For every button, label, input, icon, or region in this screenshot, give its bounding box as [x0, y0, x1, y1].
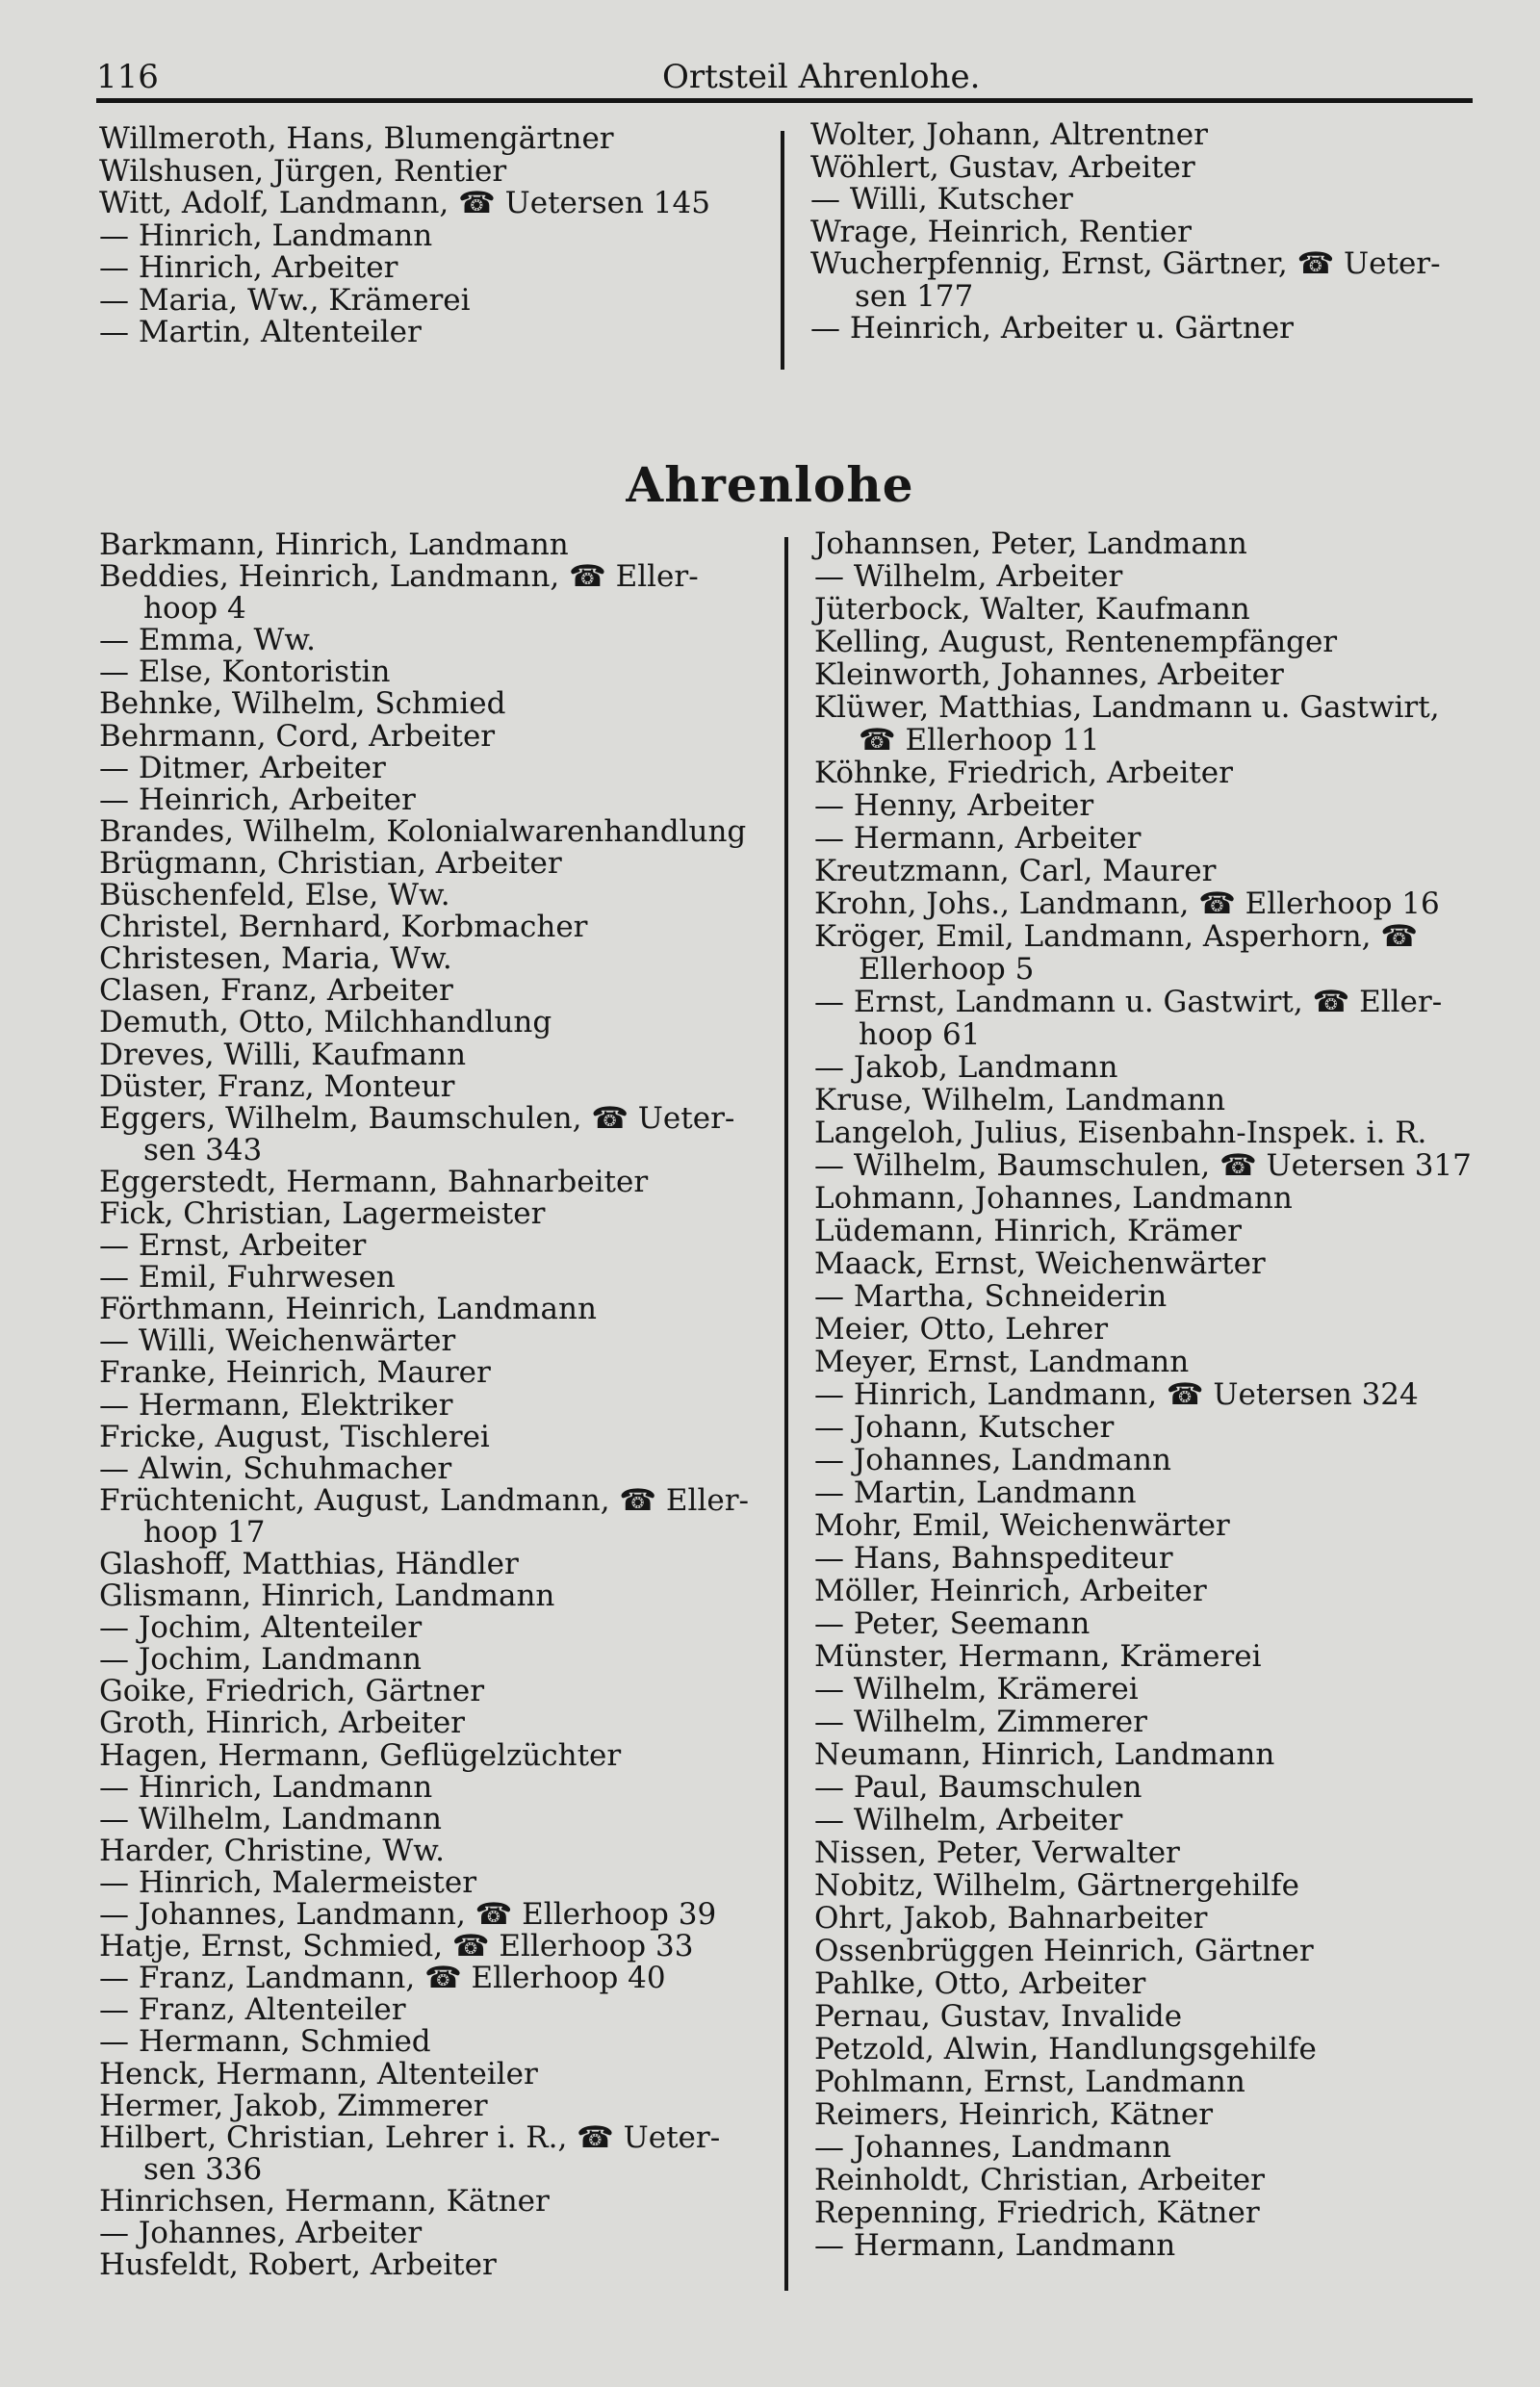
- directory-entry: Krohn, Johs., Landmann, ☎ Ellerhoop 16: [814, 886, 1440, 921]
- directory-entry: — Willi, Kutscher: [810, 182, 1073, 217]
- directory-entry: hoop 4: [143, 591, 246, 627]
- directory-entry: Nissen, Peter, Verwalter: [814, 1835, 1180, 1870]
- directory-entry: — Wilhelm, Zimmerer: [814, 1705, 1147, 1739]
- directory-entry: Ossenbrüggen Heinrich, Gärtner: [814, 1934, 1314, 1968]
- directory-entry: Eggers, Wilhelm, Baumschulen, ☎ Ueter-: [99, 1100, 735, 1136]
- directory-entry: — Franz, Landmann, ☎ Ellerhoop 40: [99, 1961, 666, 1996]
- directory-entry: Pahlke, Otto, Arbeiter: [814, 1966, 1146, 2001]
- directory-entry: Kleinworth, Johannes, Arbeiter: [814, 657, 1284, 692]
- directory-entry: Christesen, Maria, Ww.: [99, 941, 452, 977]
- directory-entry: — Hermann, Landmann: [814, 2228, 1176, 2263]
- directory-entry: — Hermann, Elektriker: [99, 1387, 453, 1423]
- directory-entry: Wöhlert, Gustav, Arbeiter: [810, 149, 1195, 185]
- directory-entry: — Maria, Ww., Krämerei: [99, 282, 471, 318]
- directory-entry: — Wilhelm, Landmann: [99, 1801, 443, 1836]
- directory-entry: — Paul, Baumschulen: [814, 1770, 1142, 1805]
- directory-entry: Brandes, Wilhelm, Kolonialwarenhandlung: [99, 813, 747, 849]
- directory-entry: Hinrichsen, Hermann, Kätner: [99, 2183, 550, 2219]
- directory-entry: — Heinrich, Arbeiter u. Gärtner: [810, 311, 1294, 346]
- top-right-column: [810, 119, 1441, 346]
- header-rule: [96, 98, 1473, 103]
- directory-entry: Fricke, August, Tischlerei: [99, 1419, 490, 1454]
- directory-entry: Husfeldt, Robert, Arbeiter: [99, 2247, 497, 2283]
- directory-entry: — Johannes, Landmann, ☎ Ellerhoop 39: [99, 1897, 717, 1933]
- directory-entry: Neumann, Hinrich, Landmann: [814, 1737, 1275, 1772]
- directory-entry: Glashoff, Matthias, Händler: [99, 1547, 519, 1581]
- directory-entry: — Jochim, Landmann: [99, 1642, 422, 1678]
- directory-entry: Kelling, August, Rentenempfänger: [814, 625, 1338, 659]
- directory-entry: — Hans, Bahnspediteur: [814, 1541, 1173, 1576]
- directory-entry: — Wilhelm, Arbeiter: [814, 1803, 1123, 1837]
- directory-entry: — Hinrich, Malermeister: [99, 1864, 477, 1900]
- directory-entry: — Jochim, Altenteiler: [99, 1610, 423, 1646]
- directory-entry: Clasen, Franz, Arbeiter: [99, 973, 453, 1009]
- directory-entry: Hatje, Ernst, Schmied, ☎ Ellerhoop 33: [99, 1929, 694, 1964]
- top-left-column: [99, 123, 710, 349]
- directory-entry: Wucherpfennig, Ernst, Gärtner, ☎ Ueter-: [810, 246, 1441, 281]
- directory-entry: Früchtenicht, August, Landmann, ☎ Eller-: [99, 1482, 749, 1518]
- directory-entry: — Else, Kontoristin: [99, 654, 391, 690]
- directory-entry: Henck, Hermann, Altenteiler: [99, 2056, 538, 2092]
- directory-entry: — Heinrich, Arbeiter: [99, 782, 416, 817]
- directory-entry: Lohmann, Johannes, Landmann: [814, 1181, 1293, 1216]
- directory-entry: Mohr, Emil, Weichenwärter: [814, 1508, 1230, 1543]
- directory-entry: sen 343: [143, 1132, 263, 1168]
- directory-entry: Münster, Hermann, Krämerei: [814, 1639, 1262, 1674]
- directory-entry: Pernau, Gustav, Invalide: [814, 1999, 1183, 2034]
- directory-entry: Möller, Heinrich, Arbeiter: [814, 1574, 1207, 1608]
- directory-entry: Christel, Bernhard, Korbmacher: [99, 910, 588, 945]
- left-column: [99, 529, 749, 2281]
- directory-entry: Hermer, Jakob, Zimmerer: [99, 2088, 488, 2123]
- directory-entry: Glismann, Hinrich, Landmann: [99, 1578, 555, 1614]
- directory-entry: — Ernst, Arbeiter: [99, 1228, 367, 1264]
- directory-entry: Groth, Hinrich, Arbeiter: [99, 1706, 465, 1741]
- directory-entry: — Martin, Landmann: [814, 1476, 1137, 1510]
- directory-entry: Jüterbock, Walter, Kaufmann: [814, 592, 1250, 627]
- page-number: 116: [96, 58, 159, 96]
- directory-entry: Willmeroth, Hans, Blumengärtner: [99, 121, 614, 156]
- directory-entry: — Henny, Arbeiter: [814, 788, 1094, 823]
- top-column-divider: [781, 131, 784, 370]
- directory-entry: — Wilhelm, Baumschulen, ☎ Uetersen 317: [814, 1148, 1472, 1183]
- directory-entry: Wrage, Heinrich, Rentier: [810, 214, 1192, 249]
- directory-entry: Langeloh, Julius, Eisenbahn-Inspek. i. R.: [814, 1116, 1427, 1150]
- directory-entry: Behrmann, Cord, Arbeiter: [99, 718, 496, 754]
- directory-entry: Nobitz, Wilhelm, Gärtnergehilfe: [814, 1868, 1299, 1903]
- directory-entry: Kröger, Emil, Landmann, Asperhorn, ☎: [814, 919, 1418, 954]
- directory-entry: — Emma, Ww.: [99, 623, 317, 658]
- section-title: Ahrenlohe: [626, 456, 914, 513]
- directory-entry: — Alwin, Schuhmacher: [99, 1450, 452, 1486]
- directory-entry: — Peter, Seemann: [814, 1606, 1091, 1641]
- directory-entry: Johannsen, Peter, Landmann: [814, 526, 1247, 561]
- directory-entry: — Jakob, Landmann: [814, 1050, 1118, 1085]
- directory-entry: — Wilhelm, Arbeiter: [814, 559, 1123, 594]
- directory-entry: Reinholdt, Christian, Arbeiter: [814, 2163, 1265, 2197]
- right-column: [814, 527, 1472, 2262]
- directory-entry: Beddies, Heinrich, Landmann, ☎ Eller-: [99, 559, 699, 595]
- directory-entry: Demuth, Otto, Milchhandlung: [99, 1005, 552, 1040]
- directory-entry: — Ernst, Landmann u. Gastwirt, ☎ Eller-: [814, 985, 1443, 1019]
- directory-entry: Dreves, Willi, Kaufmann: [99, 1037, 467, 1072]
- directory-entry: Barkmann, Hinrich, Landmann: [99, 527, 569, 562]
- directory-entry: Hagen, Hermann, Geflügelzüchter: [99, 1737, 622, 1773]
- directory-entry: sen 336: [143, 2151, 263, 2187]
- directory-entry: Büschenfeld, Else, Ww.: [99, 878, 450, 913]
- directory-entry: Goike, Friedrich, Gärtner: [99, 1674, 485, 1709]
- directory-entry: Meyer, Ernst, Landmann: [814, 1345, 1190, 1379]
- directory-entry: Klüwer, Matthias, Landmann u. Gastwirt,: [814, 690, 1440, 725]
- directory-entry: Fick, Christian, Lagermeister: [99, 1195, 546, 1231]
- directory-entry: — Martin, Altenteiler: [99, 315, 422, 349]
- directory-entry: — Martha, Schneiderin: [814, 1279, 1168, 1314]
- directory-entry: — Franz, Altenteiler: [99, 1992, 406, 2028]
- directory-entry: Lüdemann, Hinrich, Krämer: [814, 1214, 1242, 1248]
- directory-entry: — Emil, Fuhrwesen: [99, 1260, 396, 1296]
- directory-entry: Reimers, Heinrich, Kätner: [814, 2097, 1214, 2132]
- directory-entry: — Hermann, Arbeiter: [814, 821, 1142, 856]
- directory-entry: ☎ Ellerhoop 11: [859, 723, 1100, 757]
- directory-entry: sen 177: [855, 278, 974, 314]
- directory-entry: — Hinrich, Landmann: [99, 1769, 433, 1805]
- directory-entry: Kruse, Wilhelm, Landmann: [814, 1083, 1226, 1117]
- directory-entry: — Willi, Weichenwärter: [99, 1323, 456, 1359]
- directory-entry: — Johannes, Landmann: [814, 2130, 1171, 2165]
- directory-entry: Repenning, Friedrich, Kätner: [814, 2195, 1260, 2230]
- directory-entry: Franke, Heinrich, Maurer: [99, 1355, 491, 1391]
- directory-entry: Köhnke, Friedrich, Arbeiter: [814, 756, 1233, 790]
- directory-entry: hoop 17: [143, 1514, 266, 1550]
- directory-entry: Harder, Christine, Ww.: [99, 1833, 445, 1868]
- directory-entry: Düster, Franz, Monteur: [99, 1068, 455, 1104]
- directory-entry: Witt, Adolf, Landmann, ☎ Uetersen 145: [99, 186, 710, 220]
- directory-entry: Petzold, Alwin, Handlungsgehilfe: [814, 2032, 1317, 2066]
- directory-entry: Eggerstedt, Hermann, Bahnarbeiter: [99, 1164, 649, 1199]
- directory-entry: Hilbert, Christian, Lehrer i. R., ☎ Ueter-: [99, 2119, 721, 2155]
- directory-entry: — Hinrich, Landmann, ☎ Uetersen 324: [814, 1377, 1419, 1412]
- directory-entry: Brügmann, Christian, Arbeiter: [99, 845, 562, 881]
- directory-entry: — Hinrich, Landmann: [99, 218, 433, 253]
- directory-entry: Ohrt, Jakob, Bahnarbeiter: [814, 1901, 1208, 1936]
- directory-entry: — Ditmer, Arbeiter: [99, 750, 386, 785]
- directory-entry: — Wilhelm, Krämerei: [814, 1672, 1139, 1707]
- directory-entry: Maack, Ernst, Weichenwärter: [814, 1246, 1266, 1281]
- directory-entry: Meier, Otto, Lehrer: [814, 1312, 1109, 1347]
- running-title: Ortsteil Ahrenlohe.: [662, 58, 981, 96]
- directory-entry: Behnke, Wilhelm, Schmied: [99, 686, 506, 722]
- directory-entry: Kreutzmann, Carl, Maurer: [814, 854, 1217, 888]
- page-header: [96, 52, 1473, 102]
- directory-entry: Wilshusen, Jürgen, Rentier: [99, 153, 507, 189]
- directory-entry: Ellerhoop 5: [859, 952, 1035, 987]
- directory-entry: — Hermann, Schmied: [99, 2024, 431, 2060]
- directory-entry: Förthmann, Heinrich, Landmann: [99, 1292, 597, 1327]
- directory-entry: Wolter, Johann, Altrentner: [810, 117, 1208, 152]
- directory-entry: Pohlmann, Ernst, Landmann: [814, 2065, 1245, 2099]
- directory-entry: — Johannes, Arbeiter: [99, 2215, 423, 2250]
- column-divider: [784, 537, 788, 2291]
- directory-entry: hoop 61: [859, 1017, 981, 1052]
- directory-entry: — Johann, Kutscher: [814, 1410, 1115, 1445]
- directory-entry: — Johannes, Landmann: [814, 1443, 1171, 1477]
- directory-entry: — Hinrich, Arbeiter: [99, 250, 398, 285]
